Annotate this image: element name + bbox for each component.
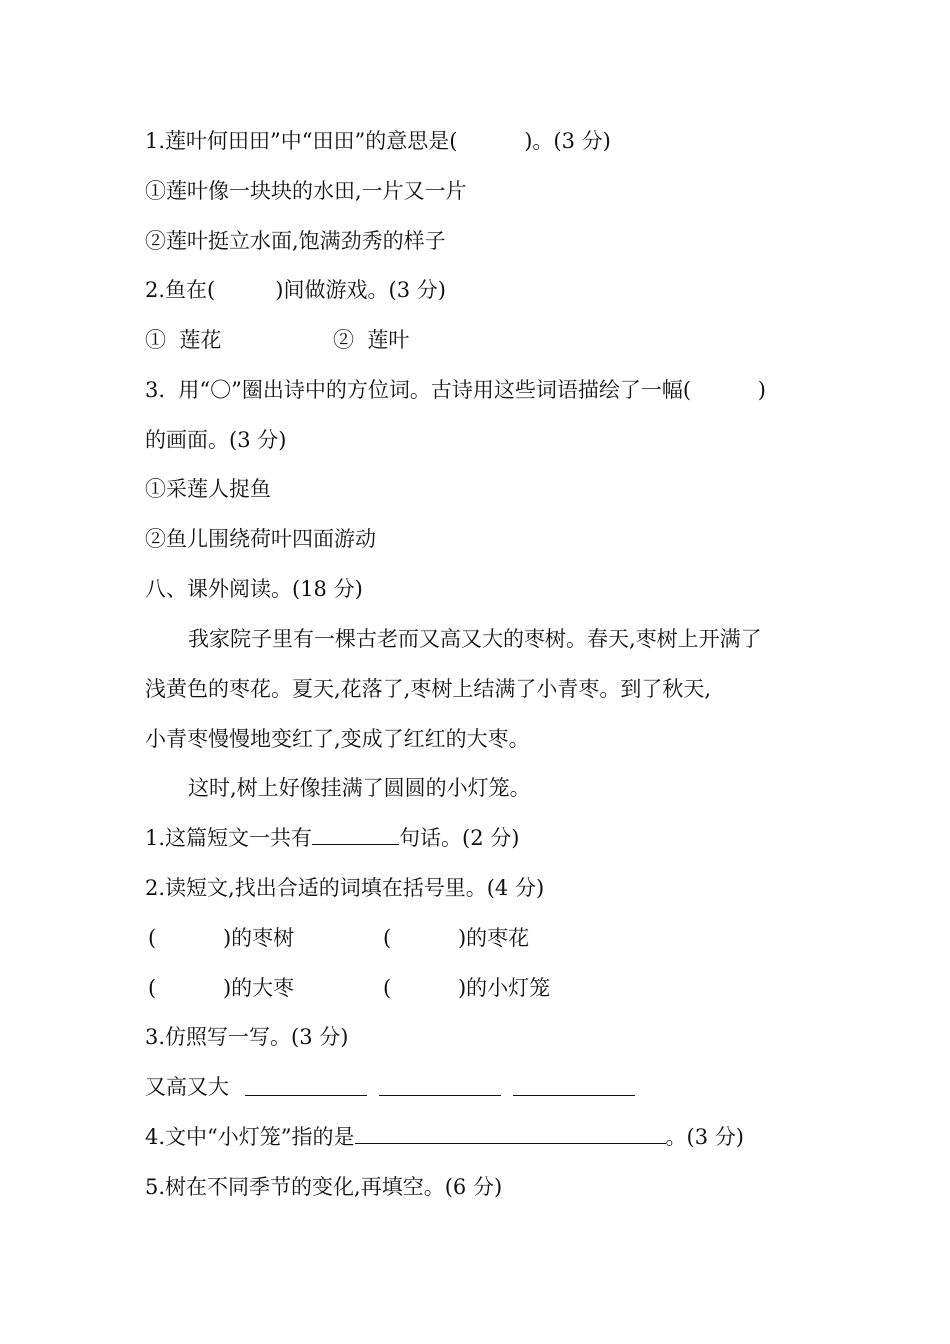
passage-line-1: 我家院子里有一棵古老而又高又大的枣树。春天,枣树上开满了 — [188, 627, 762, 651]
imitation-blank-3[interactable] — [513, 1075, 635, 1096]
sentence-count-blank[interactable] — [312, 824, 399, 845]
imitation-row — [145, 1073, 229, 1101]
reading-question-1-prefix: 1.这篇短文一共有 — [145, 826, 313, 850]
reading-question-4-suffix: 。(3 分) — [665, 1125, 744, 1149]
option-2b: ② 莲叶 — [333, 328, 410, 352]
lantern-meaning-blank[interactable] — [355, 1123, 666, 1144]
reading-question-4 — [145, 1123, 744, 1151]
reading-question-1 — [145, 824, 519, 852]
question-3-continuation: 的画面。(3 分) — [145, 428, 287, 452]
reading-question-5: 5.树在不同季节的变化,再填空。(6 分) — [145, 1175, 503, 1199]
fill-in-big-date[interactable]: ( )的大枣 — [148, 976, 295, 1000]
option-1b: ②莲叶挺立水面,饱满劲秀的样子 — [145, 229, 446, 253]
question-2-fish: 2.鱼在( )间做游戏。(3 分) — [145, 278, 446, 302]
option-3a: ①采莲人捉鱼 — [145, 477, 271, 501]
passage-line-4: 这时,树上好像挂满了圆圆的小灯笼。 — [188, 776, 531, 800]
fill-in-date-tree[interactable]: ( )的枣树 — [148, 926, 295, 950]
option-3b: ②鱼儿围绕荷叶四面游动 — [145, 527, 376, 551]
option-2a: ① 莲花 — [145, 328, 222, 352]
question-1-lotus: 1.莲叶何田田”中“田田”的意思是( )。(3 分) — [145, 129, 611, 153]
option-1a: ①莲叶像一块块的水田,一片又一片 — [145, 179, 467, 203]
imitation-blank-2[interactable] — [379, 1075, 501, 1096]
reading-question-4-prefix: 4.文中“小灯笼”指的是 — [145, 1125, 355, 1149]
fill-in-small-lantern[interactable]: ( )的小灯笼 — [383, 976, 551, 1000]
fill-in-date-flower[interactable]: ( )的枣花 — [383, 926, 530, 950]
reading-question-2: 2.读短文,找出合适的词填在括号里。(4 分) — [145, 876, 545, 900]
imitation-blank-1[interactable] — [245, 1075, 367, 1096]
reading-question-1-suffix: 句话。(2 分) — [399, 826, 520, 850]
reading-question-3: 3.仿照写一写。(3 分) — [145, 1025, 349, 1049]
question-3-direction-words: 3. 用“〇”圈出诗中的方位词。古诗用这些词语描绘了一幅( ) — [145, 378, 766, 402]
passage-line-2: 浅黄色的枣花。夏天,花落了,枣树上结满了小青枣。到了秋天, — [145, 677, 712, 701]
imitation-example: 又高又大 — [145, 1075, 229, 1099]
section-8-heading: 八、课外阅读。(18 分) — [145, 577, 363, 601]
passage-line-3: 小青枣慢慢地变红了,变成了红红的大枣。 — [145, 727, 530, 751]
